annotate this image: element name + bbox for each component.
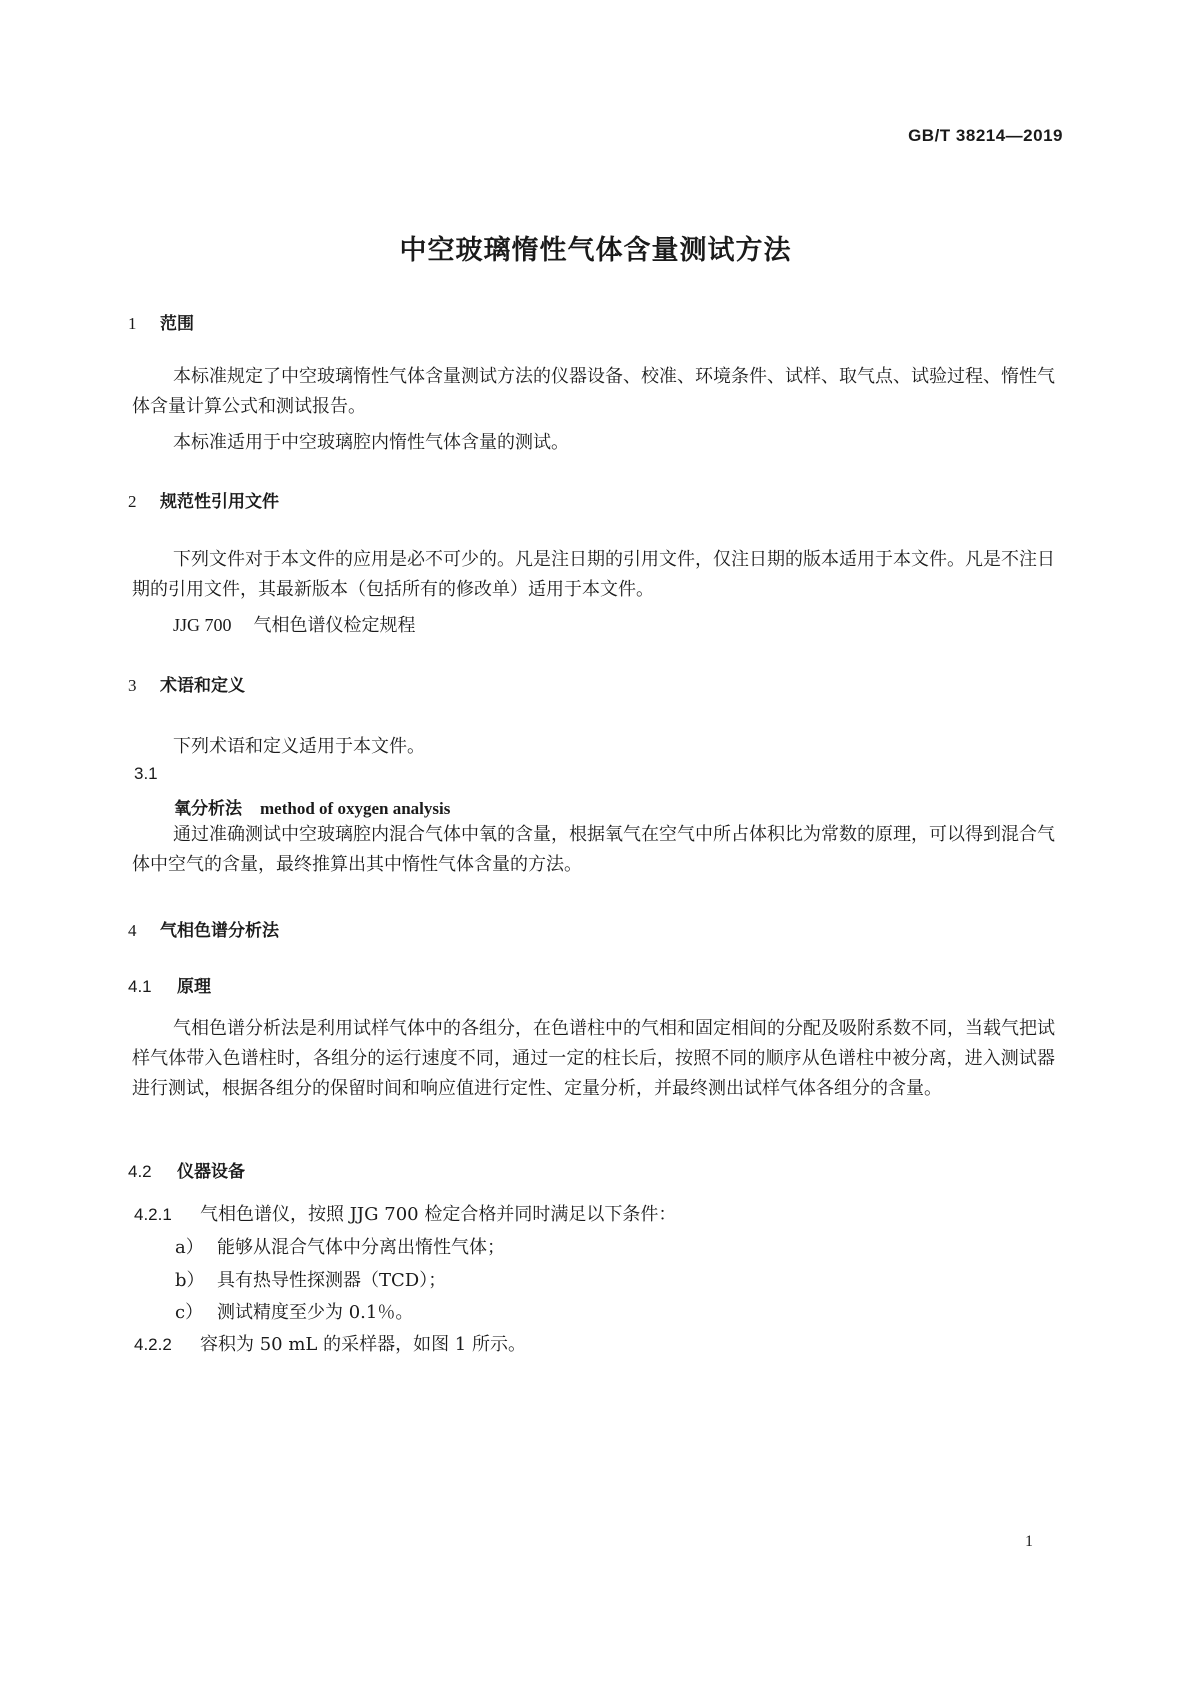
section-title: 范围: [160, 314, 194, 334]
section-1-paragraph-1: 本标准规定了中空玻璃惰性气体含量测试方法的仪器设备、校准、环境条件、试样、取气点、试验过程、惰性气体含量计算公式和测试报告。: [132, 366, 1055, 417]
term-entry: [174, 794, 450, 819]
term-number: 3.1: [134, 764, 158, 783]
reference-title: 气相色谱仪检定规程: [253, 615, 416, 636]
section-number: 3: [128, 676, 137, 695]
standard-number: GB/T 38214—2019: [908, 126, 1063, 145]
term-english: method of oxygen analysis: [260, 799, 451, 818]
list-item-text: 能够从混合气体中分离出惰性气体；: [217, 1237, 505, 1258]
section-2-heading: [128, 487, 279, 512]
list-item: [175, 1266, 446, 1292]
term-definition: 通过准确测试中空玻璃腔内混合气体中氧的含量，根据氧气在空气中所占体积比为常数的原理，可以得到混合气体中空气的含量，最终推算出其中惰性气体含量的方法。: [132, 824, 1055, 875]
subsection-number: 4.2: [128, 1162, 152, 1181]
section-4-heading: [128, 916, 279, 941]
clause-text: 容积为 50 mL 的采样器，如图 1 所示。: [200, 1334, 526, 1355]
clause-4-2-2: [134, 1330, 526, 1356]
list-item-label: b）: [175, 1270, 205, 1291]
document-title: 中空玻璃惰性气体含量测试方法: [399, 235, 792, 266]
term-chinese: 氧分析法: [174, 799, 242, 819]
list-item: [175, 1233, 505, 1259]
section-1-heading: [128, 309, 194, 334]
clause-number: 4.2.1: [134, 1205, 172, 1224]
list-item-label: c）: [175, 1302, 204, 1323]
section-3-heading: [128, 671, 245, 696]
section-number: 1: [128, 314, 137, 333]
subsection-number: 4.1: [128, 977, 152, 996]
section-title: 规范性引用文件: [160, 492, 279, 512]
list-item-text: 具有热导性探测器（TCD）；: [217, 1270, 447, 1291]
reference-code: JJG 700: [173, 615, 232, 635]
normative-reference: [173, 611, 416, 637]
clause-number: 4.2.2: [134, 1335, 172, 1354]
section-4-1-paragraph: 气相色谱分析法是利用试样气体中的各组分，在色谱柱中的气相和固定相间的分配及吸附系数不同，当载气把试样气体带入色谱柱时，各组分的运行速度不同，通过一定的柱长后，按照不同的顺序从色谱柱中被分离，进入测试器进行测试，根据各组分的保留时间和响应值进行定性、定量分析，并最终测出试样气体各组分的含量。: [132, 1018, 1055, 1099]
section-number: 2: [128, 492, 137, 511]
section-2-paragraph-1: 下列文件对于本文件的应用是必不可少的。凡是注日期的引用文件，仅注日期的版本适用于本文件。凡是不注日期的引用文件，其最新版本（包括所有的修改单）适用于本文件。: [132, 549, 1055, 600]
section-4-2-heading: [128, 1157, 245, 1182]
clause-4-2-1: [134, 1200, 676, 1226]
clause-text: 气相色谱仪，按照 JJG 700 检定合格并同时满足以下条件：: [200, 1204, 677, 1225]
section-title: 术语和定义: [160, 676, 245, 696]
subsection-title: 仪器设备: [177, 1162, 245, 1182]
section-4-1-heading: [128, 972, 211, 997]
section-number: 4: [128, 921, 137, 940]
list-item: [175, 1298, 413, 1324]
list-item-label: a）: [175, 1237, 204, 1258]
section-1-paragraph-2: 本标准适用于中空玻璃腔内惰性气体含量的测试。: [173, 432, 569, 453]
section-3-paragraph-1: 下列术语和定义适用于本文件。: [173, 736, 425, 757]
list-item-text: 测试精度至少为 0.1％。: [217, 1302, 414, 1323]
subsection-title: 原理: [177, 977, 211, 997]
section-title: 气相色谱分析法: [160, 921, 279, 941]
page-number: 1: [1025, 1533, 1033, 1550]
